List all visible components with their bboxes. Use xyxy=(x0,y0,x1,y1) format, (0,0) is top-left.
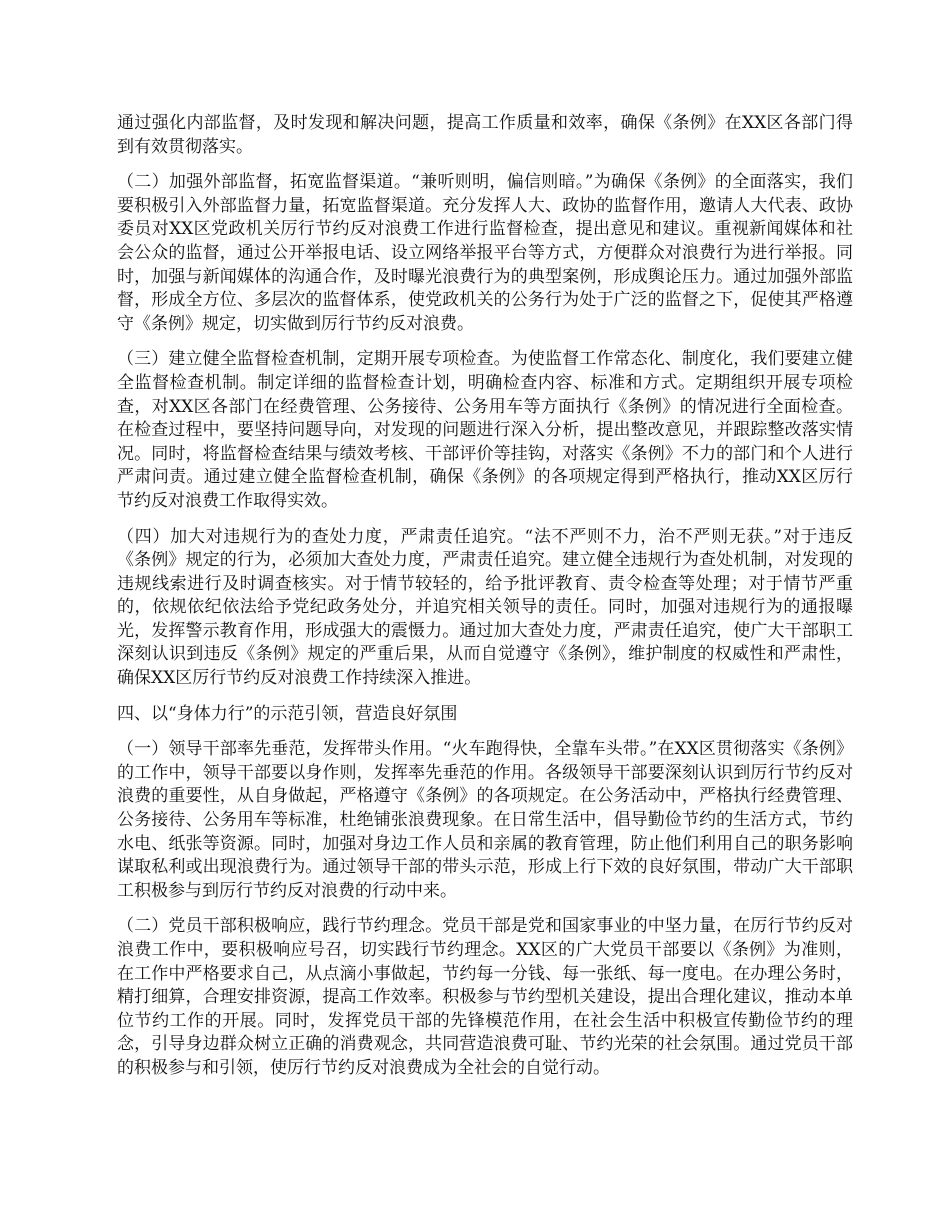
paragraph-leaders-example: （一）领导干部率先垂范，发挥带头作用。“火车跑得快，全靠车头带。”在XX区贯彻落实《条例》的工作中，领导干部要以身作则，发挥率先垂范的作用。各级领导干部要深刻认识到厉行节约反对浪费的重要性，从自身做起，严格遵守《条例》的各项规定。在公务活动中，严格执行经费管理、公务接待、公务用车等标准，杜绝铺张浪费现象。在日常生活中，倡导勤俭节约的生活方式，节约水电、纸张等资源。同时，加强对身边工作人员和亲属的教育管理，防止他们利用自己的职务影响谋取私利或出现浪费行为。通过领导干部的带头示范，形成上行下效的良好氛围，带动广大干部职工积极参与到厉行节约反对浪费的行动中来。 xyxy=(117,739,853,901)
section-heading-four: 四、以“身体力行”的示范引领，营造良好氛围 xyxy=(117,703,458,724)
paragraph-inspection-mechanism: （三）建立健全监督检查机制，定期开展专项检查。为使监督工作常态化、制度化，我们要建立健全监督检查机制。制定详细的监督检查计划，明确检查内容、标准和方式。定期组织开展专项检查，对XX区各部门在经费管理、公务接待、公务用车等方面执行《条例》的情况进行全面检查。在检查过程中，要坚持问题导向，对发现的问题进行深入分析，提出整改意见，并跟踪整改落实情况。同时，将监督检查结果与绩效考核、干部评价等挂钩，对落实《条例》不力的部门和个人进行严肃问责。通过建立健全监督检查机制，确保《条例》的各项规定得到严格执行，推动XX区厉行节约反对浪费工作取得实效。 xyxy=(117,349,853,511)
paragraph-internal-supervision-end: 通过强化内部监督，及时发现和解决问题，提高工作质量和效率，确保《条例》在XX区各部门得到有效贯彻落实。 xyxy=(117,113,853,157)
paragraph-party-members: （二）党员干部积极响应，践行节约理念。党员干部是党和国家事业的中坚力量，在厉行节约反对浪费工作中，要积极响应号召，切实践行节约理念。XX区的广大党员干部要以《条例》为准则，在工作中严格要求自己，从点滴小事做起，节约每一分钱、每一张纸、每一度电。在办理公务时，精打细算，合理安排资源，提高工作效率。积极参与节约型机关建设，提出合理化建议，推动本单位节约工作的开展。同时，发挥党员干部的先锋模范作用，在社会生活中积极宣传勤俭节约的理念，引导身边群众树立正确的消费观念，共同营造浪费可耻、节约光荣的社会氛围。通过党员干部的积极参与和引领，使厉行节约反对浪费成为全社会的自觉行动。 xyxy=(117,916,853,1078)
document-body xyxy=(117,112,853,1093)
paragraph-violation-investigation: （四）加大对违规行为的查处力度，严肃责任追究。“法不严则不力，治不严则无获。”对于违反《条例》规定的行为，必须加大查处力度，严肃责任追究。建立健全违规行为查处机制，对发现的违规线索进行及时调查核实。对于情节较轻的，给予批评教育、责令检查等处理；对于情节严重的，依规依纪依法给予党纪政务处分，并追究相关领导的责任。同时，加强对违规行为的通报曝光，发挥警示教育作用，形成强大的震慑力。通过加大查处力度，严肃责任追究，使广大干部职工深刻认识到违反《条例》规定的严重后果，从而自觉遵守《条例》，维护制度的权威性和严肃性，确保XX区厉行节约反对浪费工作持续深入推进。 xyxy=(117,526,853,689)
paragraph-external-supervision: （二）加强外部监督，拓宽监督渠道。“兼听则明，偏信则暗。”为确保《条例》的全面落实，我们要积极引入外部监督力量，拓宽监督渠道。充分发挥人大、政协的监督作用，邀请人大代表、政协委员对XX区党政机关厉行节约反对浪费工作进行监督检查，提出意见和建议。重视新闻媒体和社会公众的监督，通过公开举报电话、设立网络举报平台等方式，方便群众对浪费行为进行举报。同时，加强与新闻媒体的沟通合作，及时曝光浪费行为的典型案例，形成舆论压力。通过加强外部监督，形成全方位、多层次的监督体系，使党政机关的公务行为处于广泛的监督之下，促使其严格遵守《条例》规定，切实做到厉行节约反对浪费。 xyxy=(117,172,853,334)
